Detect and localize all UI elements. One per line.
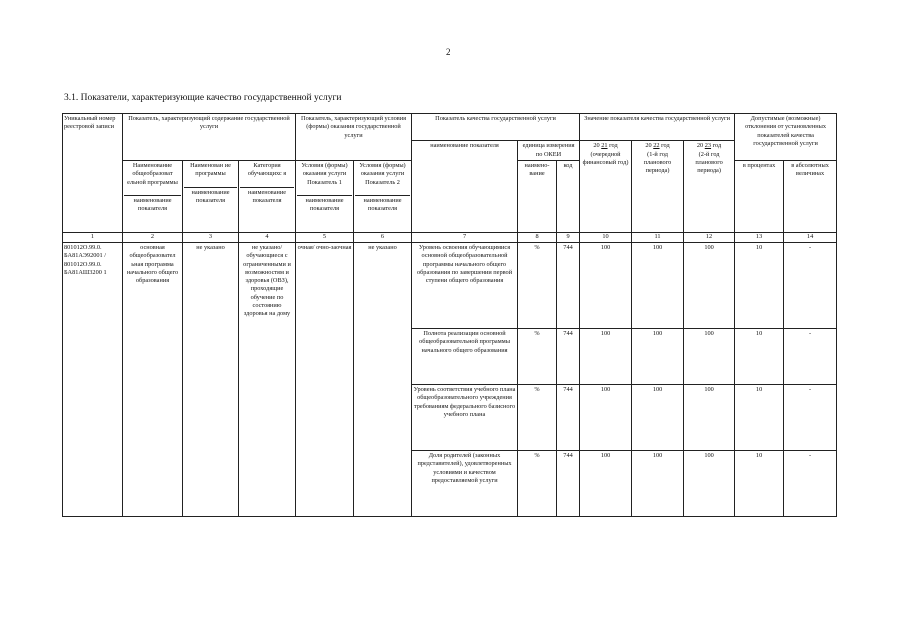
table-row	[63, 450, 837, 516]
registry-code: 801012О.99.0. БА81АЭ92001 / 801012О.99.0. БА81АШ3200 1	[63, 242, 123, 328]
indicator-value-1: 100	[580, 242, 632, 328]
indicator-value-1: 100	[580, 328, 632, 384]
indicator-unit: %	[518, 328, 557, 384]
indicator-value-2: 100	[632, 242, 684, 328]
indicator-unit: %	[518, 242, 557, 328]
sub-header-condition-1: Условия (формы) оказания услуги Показатель 1 наименование показателя	[296, 160, 354, 232]
indicator-name: Уровень освоения обучающимися основной общеобразовательной программы начального общего образования по завершении первой ступени общего образования	[412, 242, 518, 328]
program-name-cell: не указано	[183, 242, 239, 328]
header-registry-cont	[63, 160, 123, 232]
indicator-value-2: 100	[632, 450, 684, 516]
sub-header-program: Наименование общеобразоват ельной программы наименование показателя	[123, 160, 183, 232]
col-num: 3	[183, 232, 239, 242]
category-cell: не указано/ обучающиеся с ограниченными и возможностям и здоровья (ОВЗ), проходящие обучение по состоянию здоровья на дому	[239, 242, 296, 328]
header-unit-okei: единица измерения по ОКЕИ	[518, 141, 580, 161]
condition-1-cell: очная/ очно-заочная	[296, 242, 354, 328]
section-title: 3.1. Показатели, характеризующие качество государственной услуги	[64, 93, 342, 103]
col-num: 9	[557, 232, 580, 242]
header-row-1	[63, 114, 837, 141]
indicator-name: Доля родителей (законных представителей), удовлетворенных условиями и качеством предоставляемой услуги	[412, 450, 518, 516]
col-num: 5	[296, 232, 354, 242]
header-year-3: 20 23 год (2-й год планового периода)	[684, 141, 735, 233]
indicator-unit: %	[518, 450, 557, 516]
col-num: 14	[784, 232, 837, 242]
table-row	[63, 328, 837, 384]
indicator-pct: 10	[735, 328, 784, 384]
col-num: 13	[735, 232, 784, 242]
col-num: 2	[123, 232, 183, 242]
header-in-percent: в процентах	[735, 160, 784, 232]
page-number: 2	[446, 47, 451, 57]
quality-indicators-table	[62, 113, 837, 517]
indicator-pct: 10	[735, 384, 784, 450]
header-conditions-cont	[296, 141, 412, 161]
indicator-value-1: 100	[580, 384, 632, 450]
indicator-code: 744	[557, 450, 580, 516]
table-row	[63, 384, 837, 450]
header-deviation: Допустимые (возможные) отклонения от установленных показателей качества государственной услуги	[735, 114, 837, 161]
indicator-value-1: 100	[580, 450, 632, 516]
indicator-abs: -	[784, 242, 837, 328]
indicator-code: 744	[557, 242, 580, 328]
table-row	[63, 242, 837, 328]
header-unit-code: код	[557, 160, 580, 232]
indicator-abs: -	[784, 328, 837, 384]
indicator-name: Полнота реализации основной общеобразовательной программы начального общего образования	[412, 328, 518, 384]
col-num: 8	[518, 232, 557, 242]
sub-header-condition-2: Условия (формы) оказания услуги Показатель 2 наименование показателя	[354, 160, 412, 232]
col-num: 6	[354, 232, 412, 242]
column-numbers-row	[63, 232, 837, 242]
program-cell: основная общеобразовател ьная программа начального общего образования	[123, 242, 183, 328]
header-row-2	[63, 141, 837, 161]
indicator-value-3: 100	[684, 450, 735, 516]
indicator-value-3: 100	[684, 384, 735, 450]
indicator-value-3: 100	[684, 242, 735, 328]
indicator-abs: -	[784, 384, 837, 450]
header-year-1: 20 21 год (очередной финансовый год)	[580, 141, 632, 233]
indicator-abs: -	[784, 450, 837, 516]
sub-header-program-name: Наименован ие программы наименование показателя	[183, 160, 239, 232]
indicator-pct: 10	[735, 242, 784, 328]
header-value: Значение показателя качества государственной услуги	[580, 114, 735, 141]
col-num: 1	[63, 232, 123, 242]
header-unit-name: наимено-вание	[518, 160, 557, 232]
header-content: Показатель, характеризующий содержание государственной услуги	[123, 114, 296, 141]
indicator-pct: 10	[735, 450, 784, 516]
header-indicator-name: наименование показателя	[412, 141, 518, 233]
col-num: 4	[239, 232, 296, 242]
header-content-cont	[123, 141, 296, 161]
indicator-value-3: 100	[684, 328, 735, 384]
indicator-value-2: 100	[632, 328, 684, 384]
indicator-code: 744	[557, 328, 580, 384]
indicator-code: 744	[557, 384, 580, 450]
indicator-value-2: 100	[632, 384, 684, 450]
header-registry: Уникальный номер реестровой записи	[63, 114, 123, 161]
indicator-name: Уровень соответствия учебного плана общеобразовательного учреждения требованиям федерального базисного учебного плана	[412, 384, 518, 450]
condition-2-cell: не указано	[354, 242, 412, 328]
indicator-unit: %	[518, 384, 557, 450]
col-num: 7	[412, 232, 518, 242]
header-year-2: 20 22 год (1-й год планового периода)	[632, 141, 684, 233]
sub-header-category: Категория обучающихс я наименование показателя	[239, 160, 296, 232]
col-num: 12	[684, 232, 735, 242]
col-num: 10	[580, 232, 632, 242]
header-in-absolute: в абсолютных величинах	[784, 160, 837, 232]
header-conditions: Показатель, характеризующий условия (формы) оказания государственной услуги	[296, 114, 412, 141]
header-quality: Показатель качества государственной услуги	[412, 114, 580, 141]
col-num: 11	[632, 232, 684, 242]
